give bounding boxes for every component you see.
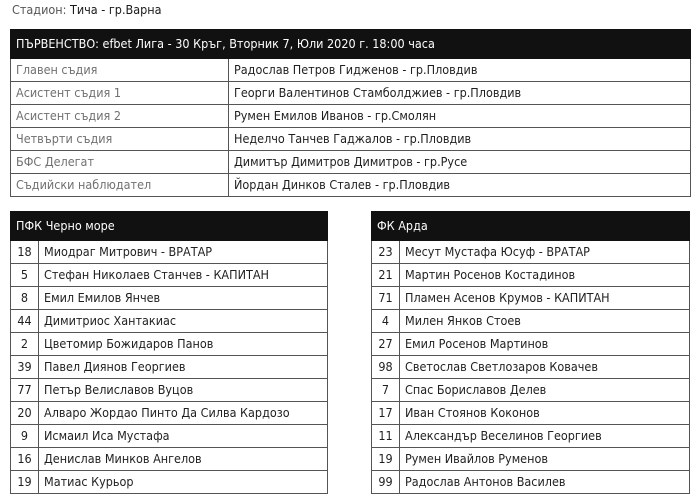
player-number: 11 xyxy=(372,425,400,448)
home-player-row xyxy=(11,471,328,494)
away-player-row xyxy=(372,264,690,287)
home-player-row xyxy=(11,287,328,310)
player-number: 44 xyxy=(11,310,39,333)
player-name: Мартин Росенов Костадинов xyxy=(400,264,690,287)
home-lineup-table xyxy=(10,211,328,494)
match-header-row xyxy=(11,30,691,59)
official-name: Димитър Димитров Димитров - гр.Русе xyxy=(229,151,691,174)
stadium-value: Тича - гр.Варна xyxy=(69,2,162,17)
official-row xyxy=(11,59,691,82)
player-number: 27 xyxy=(372,333,400,356)
player-name: Пламен Асенов Крумов - КАПИТАН xyxy=(400,287,690,310)
player-number: 98 xyxy=(372,356,400,379)
player-name: Спас Бориславов Делев xyxy=(400,379,690,402)
player-number: 5 xyxy=(11,264,39,287)
player-name: Исмаил Иса Мустафа xyxy=(39,425,328,448)
stadium-line xyxy=(12,1,162,19)
official-row xyxy=(11,105,691,128)
home-player-row xyxy=(11,402,328,425)
official-role: Четвърти съдия xyxy=(11,128,229,151)
player-number: 23 xyxy=(372,241,400,264)
home-player-row xyxy=(11,333,328,356)
player-name: Цветомир Божидаров Панов xyxy=(39,333,328,356)
home-team-header-row xyxy=(11,212,328,241)
away-player-row xyxy=(372,402,690,425)
away-team-header-row xyxy=(372,212,690,241)
player-name: Алваро Жордао Пинто Да Силва Кардозо xyxy=(39,402,328,425)
player-name: Павел Диянов Георгиев xyxy=(39,356,328,379)
official-row xyxy=(11,174,691,197)
away-lineup-table xyxy=(371,211,690,494)
official-role: Асистент съдия 1 xyxy=(11,82,229,105)
player-name: Емил Емилов Янчев xyxy=(39,287,328,310)
player-number: 2 xyxy=(11,333,39,356)
player-number: 19 xyxy=(11,471,39,494)
player-number: 4 xyxy=(372,310,400,333)
player-name: Матиас Курьор xyxy=(39,471,328,494)
player-number: 18 xyxy=(11,241,39,264)
official-name: Румен Емилов Иванов - гр.Смолян xyxy=(229,105,691,128)
player-number: 71 xyxy=(372,287,400,310)
player-name: Месут Мустафа Юсуф - ВРАТАР xyxy=(400,241,690,264)
official-row xyxy=(11,128,691,151)
away-player-row xyxy=(372,425,690,448)
away-player-row xyxy=(372,310,690,333)
match-info: : efbet Лига - 30 Кръг, Вторник 7, Юли 2020 г. 18:00 часа xyxy=(95,36,435,51)
officials-table xyxy=(10,29,691,197)
player-number: 19 xyxy=(372,448,400,471)
player-number: 17 xyxy=(372,402,400,425)
match-title: ПЪРВЕНСТВО xyxy=(16,36,96,51)
player-number: 20 xyxy=(11,402,39,425)
official-row xyxy=(11,82,691,105)
player-name: Милен Янков Стоев xyxy=(400,310,690,333)
player-name: Иван Стоянов Коконов xyxy=(400,402,690,425)
stadium-label: Стадион: xyxy=(12,2,67,17)
player-number: 8 xyxy=(11,287,39,310)
home-player-row xyxy=(11,425,328,448)
home-player-row xyxy=(11,356,328,379)
player-number: 39 xyxy=(11,356,39,379)
official-role: БФС Делегат xyxy=(11,151,229,174)
official-role: Съдийски наблюдател xyxy=(11,174,229,197)
away-player-row xyxy=(372,448,690,471)
home-player-row xyxy=(11,241,328,264)
home-player-row xyxy=(11,264,328,287)
away-player-row xyxy=(372,471,690,494)
home-player-row xyxy=(11,310,328,333)
official-name: Георги Валентинов Стамболджиев - гр.Пловдив xyxy=(229,82,691,105)
player-number: 99 xyxy=(372,471,400,494)
official-role: Асистент съдия 2 xyxy=(11,105,229,128)
away-player-row xyxy=(372,356,690,379)
player-number: 7 xyxy=(372,379,400,402)
official-role: Главен съдия xyxy=(11,59,229,82)
player-number: 9 xyxy=(11,425,39,448)
away-player-row xyxy=(372,333,690,356)
player-number: 16 xyxy=(11,448,39,471)
home-player-row xyxy=(11,379,328,402)
player-name: Емил Росенов Мартинов xyxy=(400,333,690,356)
match-header xyxy=(11,30,691,59)
official-name: Йордан Динков Сталев - гр.Пловдив xyxy=(229,174,691,197)
player-number: 77 xyxy=(11,379,39,402)
away-team-name: ФК Арда xyxy=(372,212,690,241)
player-name: Радослав Антонов Василев xyxy=(400,471,690,494)
player-name: Александър Веселинов Георгиев xyxy=(400,425,690,448)
home-player-row xyxy=(11,448,328,471)
official-row xyxy=(11,151,691,174)
player-name: Миодраг Митрович - ВРАТАР xyxy=(39,241,328,264)
player-name: Стефан Николаев Станчев - КАПИТАН xyxy=(39,264,328,287)
official-name: Неделчо Танчев Гаджалов - гр.Пловдив xyxy=(229,128,691,151)
player-number: 21 xyxy=(372,264,400,287)
home-team-name: ПФК Черно море xyxy=(11,212,328,241)
player-name: Петър Велиславов Вуцов xyxy=(39,379,328,402)
player-name: Денислав Минков Ангелов xyxy=(39,448,328,471)
player-name: Димитриос Хантакиас xyxy=(39,310,328,333)
away-player-row xyxy=(372,241,690,264)
away-player-row xyxy=(372,379,690,402)
player-name: Румен Ивайлов Руменов xyxy=(400,448,690,471)
player-name: Светослав Светлозаров Ковачев xyxy=(400,356,690,379)
away-player-row xyxy=(372,287,690,310)
official-name: Радослав Петров Гидженов - гр.Пловдив xyxy=(229,59,691,82)
